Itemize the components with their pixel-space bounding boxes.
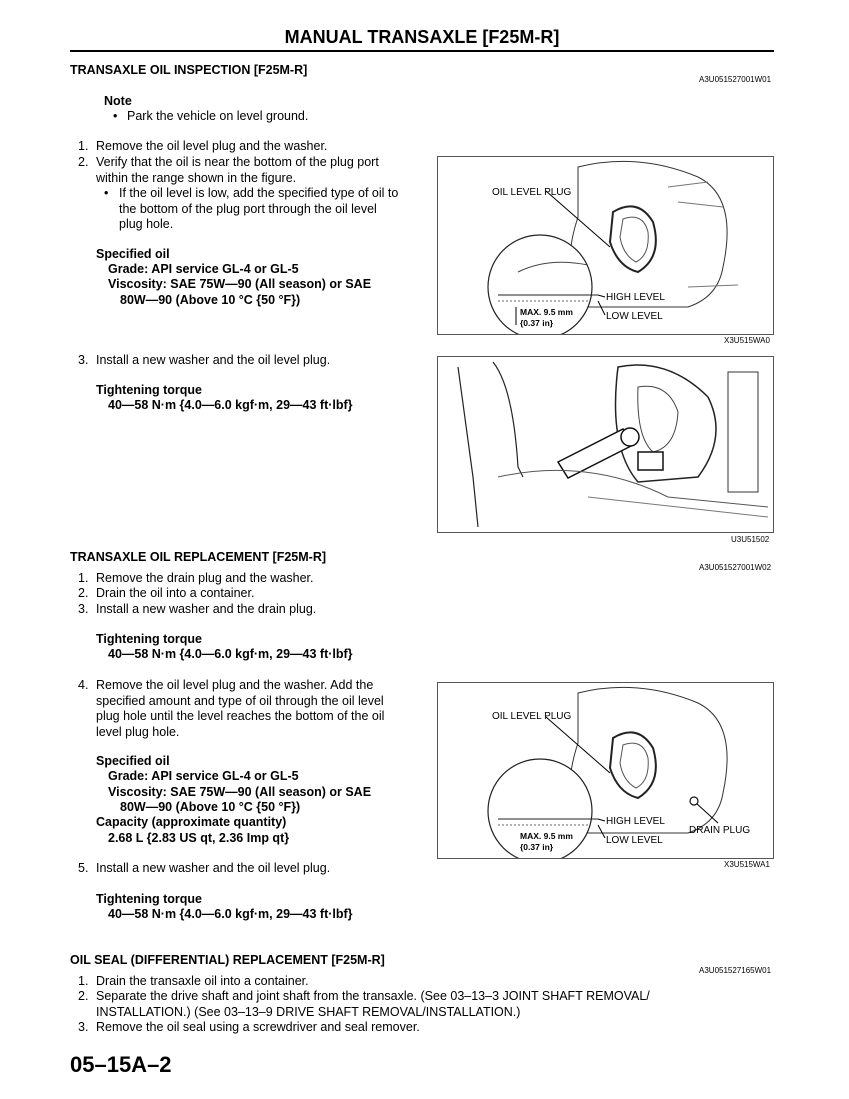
spec-oil-viscosity: Viscosity: SAE 75W—90 (All season) or SAE [108,785,372,799]
title-divider [70,50,774,52]
step-text: Remove the oil seal using a screwdriver and seal remover. [96,1020,420,1034]
step-text: Remove the drain plug and the washer. [96,571,314,585]
oil-seal-step-3 [78,1020,758,1036]
replacement-step-3 [78,602,408,618]
step-text-cont: INSTALLATION.) (See 03–13–9 DRIVE SHAFT REMOVAL/INSTALLATION.) [96,1004,521,1019]
torque-value: 40—58 N·m {4.0—6.0 kgf·m, 29—43 ft·lbf} [108,647,353,661]
max-level-label: MAX. 9.5 mm [520,307,573,317]
transaxle-diagram [438,157,773,334]
oil-seal-step-2 [78,989,758,1020]
drain-plug-label: DRAIN PLUG [689,825,751,836]
oil-level-figure [437,156,774,335]
spec-oil-viscosity-cont: 80W—90 (Above 10 °C {50 °F}) [120,800,301,814]
page-number: 05–15A–2 [70,1052,172,1077]
step-text: Drain the oil into a container. [96,586,255,600]
step-text: Separate the drive shaft and joint shaft from the transaxle. (See 03–13–3 JOINT SHAFT REMOVAL/ [96,989,650,1003]
step-number: 2. [78,989,89,1003]
section-heading-oil-seal: OIL SEAL (DIFFERENTIAL) REPLACEMENT [F25M-R] [70,953,385,967]
max-level-inch: {0.37 in} [520,318,554,328]
step-number: 5. [78,861,89,875]
step-number: 1. [78,571,89,585]
inspection-step-2 [78,155,408,186]
step-number: 3. [78,353,89,367]
section-code-replacement: A3U051527001W02 [699,563,772,572]
step-text: Verify that the oil is near the bottom of the plug port within the range shown in the figure. [96,155,379,185]
step-number: 4. [78,678,89,692]
capacity-title: Capacity (approximate quantity) [96,815,287,829]
sub-bullet-dot: • [104,186,109,200]
spec-oil-grade: Grade: API service GL-4 or GL-5 [108,769,299,783]
step-number: 1. [78,974,89,988]
step-text: Remove the oil level plug and the washer. [96,139,328,153]
wrench-diagram [438,357,773,532]
section-code-inspection: A3U051527001W01 [699,75,772,84]
torque-title-2: Tightening torque [96,892,203,906]
spec-oil-viscosity-cont: 80W—90 (Above 10 °C {50 °F}) [120,293,301,307]
oil-seal-step-1 [78,974,758,990]
torque-value-2: 40—58 N·m {4.0—6.0 kgf·m, 29—43 ft·lbf} [108,907,353,921]
oil-level-plug-label: OIL LEVEL PLUG [492,711,572,722]
high-level-label: HIGH LEVEL [606,292,665,303]
low-level-label: LOW LEVEL [606,835,663,846]
figure3-code: X3U515WA1 [724,860,770,869]
note-bullet: • [113,109,118,123]
step-number: 3. [78,1020,89,1034]
figure2-code: U3U51502 [731,535,770,544]
step-text: Install a new washer and the oil level plug. [96,353,331,367]
note-text: Park the vehicle on level ground. [127,109,309,123]
step-text: Install a new washer and the drain plug. [96,602,317,616]
torque-figure [437,356,774,533]
capacity-value: 2.68 L {2.83 US qt, 2.36 Imp qt} [108,831,290,845]
sub-bullet-text: If the oil level is low, add the specified type of oil to the bottom of the plug port through the oil level plug hole. [119,186,399,231]
oil-fill-figure [437,682,774,859]
spec-oil-viscosity: Viscosity: SAE 75W—90 (All season) or SAE [108,277,372,291]
replacement-step-5 [78,861,408,877]
high-level-label: HIGH LEVEL [606,816,665,827]
max-level-inch: {0.37 in} [520,842,554,852]
torque-value: 40—58 N·m {4.0—6.0 kgf·m, 29—43 ft·lbf} [108,398,353,412]
torque-title: Tightening torque [96,383,203,397]
step-text: Drain the transaxle oil into a container. [96,974,309,988]
low-level-label: LOW LEVEL [606,311,663,322]
page-title: MANUAL TRANSAXLE [F25M-R] [284,27,560,47]
max-level-label: MAX. 9.5 mm [520,831,573,841]
step-number: 2. [78,586,89,600]
spec-oil-title: Specified oil [96,754,170,768]
figure1-code: X3U515WA0 [724,336,770,345]
inspection-step-1 [78,139,408,155]
replacement-step-1 [78,571,408,587]
replacement-step-2 [78,586,408,602]
torque-title: Tightening torque [96,632,203,646]
section-heading-replacement: TRANSAXLE OIL REPLACEMENT [F25M-R] [70,550,327,564]
step-number: 3. [78,602,89,616]
inspection-step-3 [78,353,408,369]
section-code-oil-seal: A3U051527165W01 [699,966,772,975]
spec-oil-title: Specified oil [96,247,170,261]
replacement-step-4 [78,678,408,740]
step-number: 1. [78,139,89,153]
step-text: Remove the oil level plug and the washer. Add the specified amount and type of oil through the oil level plug hole until the level reaches the bottom of the oil level plug hole. [96,678,385,739]
step-text: Install a new washer and the oil level plug. [96,861,331,875]
section-heading-inspection: TRANSAXLE OIL INSPECTION [F25M-R] [70,63,308,77]
spec-oil-grade: Grade: API service GL-4 or GL-5 [108,262,299,276]
step-number: 2. [78,155,89,169]
note-label: Note [104,94,132,108]
oil-level-plug-label: OIL LEVEL PLUG [492,187,572,198]
